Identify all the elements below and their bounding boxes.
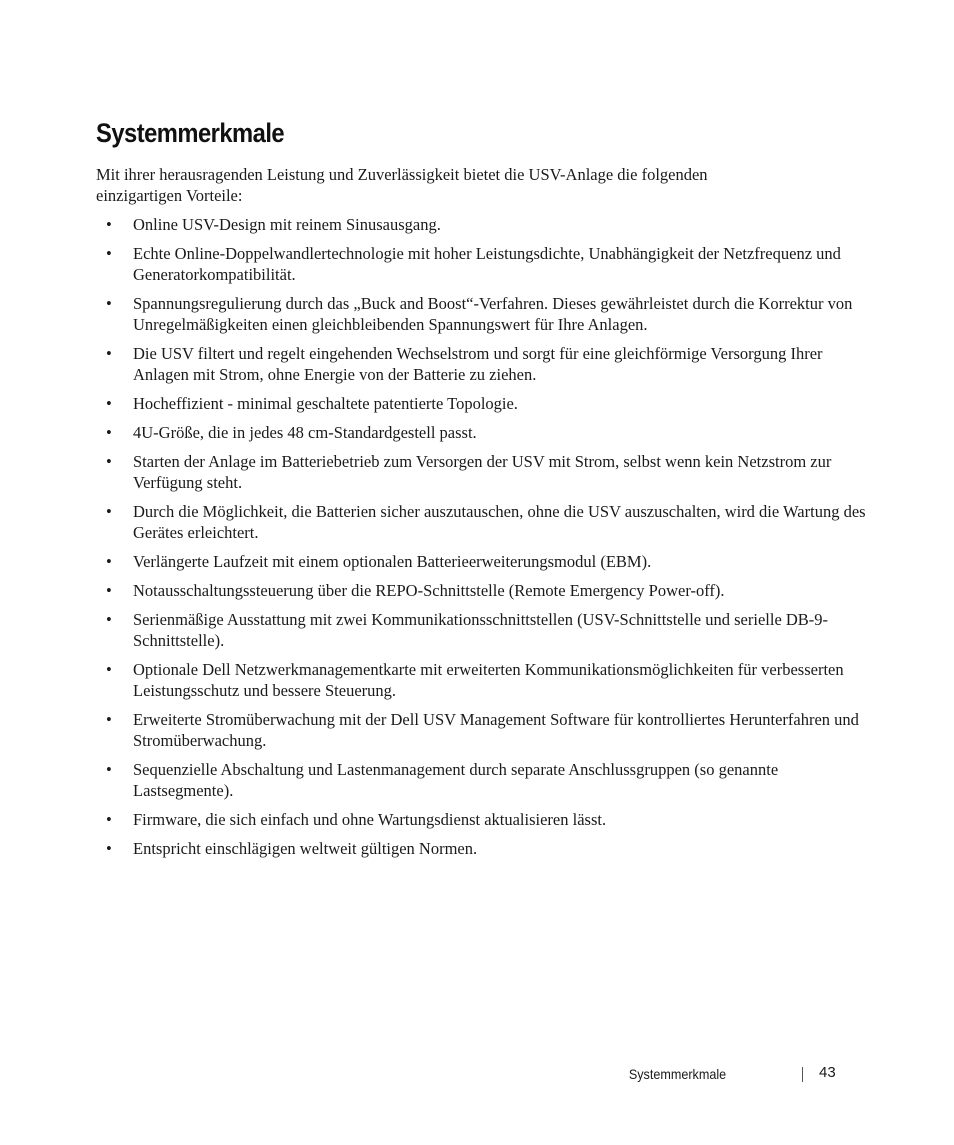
bullet-icon: • (106, 423, 112, 442)
intro-paragraph: Mit ihrer herausragenden Leistung und Zuverlässigkeit bietet die USV-Anlage die folgenden einzigartigen Vorteile: (96, 165, 708, 205)
list-item-text: Hocheffizient - minimal geschaltete patentierte Topologie. (133, 394, 518, 413)
list-item (96, 393, 866, 414)
list-item (96, 214, 866, 235)
list-item (96, 759, 866, 801)
bullet-icon: • (106, 710, 112, 729)
list-item (96, 809, 866, 830)
list-item (96, 293, 866, 335)
bullet-icon: • (106, 452, 112, 471)
list-item-text: Optionale Dell Netzwerkmanagementkarte mit erweiterten Kommunikationsmöglichkeiten für verbesserten Leistungsschutz und bessere Steuerung. (133, 660, 844, 700)
list-item-text: Firmware, die sich einfach und ohne Wartungsdienst aktualisieren lässt. (133, 810, 607, 829)
list-item-text: Entspricht einschlägigen weltweit gültigen Normen. (133, 839, 478, 858)
bullet-icon: • (106, 344, 112, 363)
list-item-text: Serienmäßige Ausstattung mit zwei Kommunikationsschnittstellen (USV-Schnittstelle und serielle DB-9-Schnittstelle). (133, 610, 829, 650)
bullet-icon: • (106, 839, 112, 858)
list-item (96, 422, 866, 443)
list-item-text: Echte Online-Doppelwandlertechnologie mit hoher Leistungsdichte, Unabhängigkeit der Netzfrequenz und Generatorkompatibilität. (133, 244, 841, 284)
bullet-icon: • (106, 810, 112, 829)
bullet-icon: • (106, 294, 112, 313)
bullet-icon: • (106, 660, 112, 679)
list-item (96, 580, 866, 601)
bullet-icon: • (106, 581, 112, 600)
list-item (96, 243, 866, 285)
list-item-text: 4U-Größe, die in jedes 48 cm-Standardgestell passt. (133, 423, 477, 442)
list-item-text: Erweiterte Stromüberwachung mit der Dell USV Management Software für kontrolliertes Herunterfahren und Stromüberwachung. (133, 710, 859, 750)
bullet-icon: • (106, 502, 112, 521)
page-title: Systemmerkmale (96, 118, 285, 148)
feature-list (96, 214, 866, 867)
list-item-text: Verlängerte Laufzeit mit einem optionalen Batterieerweiterungsmodul (EBM). (133, 552, 652, 571)
bullet-icon: • (106, 215, 112, 234)
bullet-icon: • (106, 760, 112, 779)
list-item-text: Starten der Anlage im Batteriebetrieb zum Versorgen der USV mit Strom, selbst wenn kein Netzstrom zur Verfügung steht. (133, 452, 832, 492)
bullet-icon: • (106, 394, 112, 413)
list-item-text: Sequenzielle Abschaltung und Lastenmanagement durch separate Anschlussgruppen (so genannte Lastsegmente). (133, 760, 779, 800)
footer-section-title: Systemmerkmale (628, 1066, 726, 1082)
page-number: 43 (819, 1064, 836, 1081)
bullet-icon: • (106, 244, 112, 263)
list-item-text: Online USV-Design mit reinem Sinusausgang. (133, 215, 441, 234)
list-item (96, 501, 866, 543)
list-item-text: Notausschaltungssteuerung über die REPO-Schnittstelle (Remote Emergency Power-off). (133, 581, 725, 600)
list-item-text: Die USV filtert und regelt eingehenden Wechselstrom und sorgt für eine gleichförmige Versorgung Ihrer Anlagen mit Strom, ohne Energie von der Batterie zu ziehen. (133, 344, 823, 384)
list-item (96, 659, 866, 701)
list-item-text: Spannungsregulierung durch das „Buck and Boost“-Verfahren. Dieses gewährleistet durch die Korrektur von Unregelmäßigkeiten einen gleichbleibenden Spannungswert für Ihre Anlagen. (133, 294, 853, 334)
page-footer (560, 1064, 840, 1084)
list-item (96, 609, 866, 651)
list-item (96, 709, 866, 751)
list-item-text: Durch die Möglichkeit, die Batterien sicher auszutauschen, ohne die USV auszuschalten, wird die Wartung des Gerätes erleichtert. (133, 502, 866, 542)
list-item (96, 451, 866, 493)
list-item (96, 838, 866, 859)
bullet-icon: • (106, 610, 112, 629)
footer-divider (802, 1067, 803, 1082)
bullet-icon: • (106, 552, 112, 571)
list-item (96, 343, 866, 385)
list-item (96, 551, 866, 572)
